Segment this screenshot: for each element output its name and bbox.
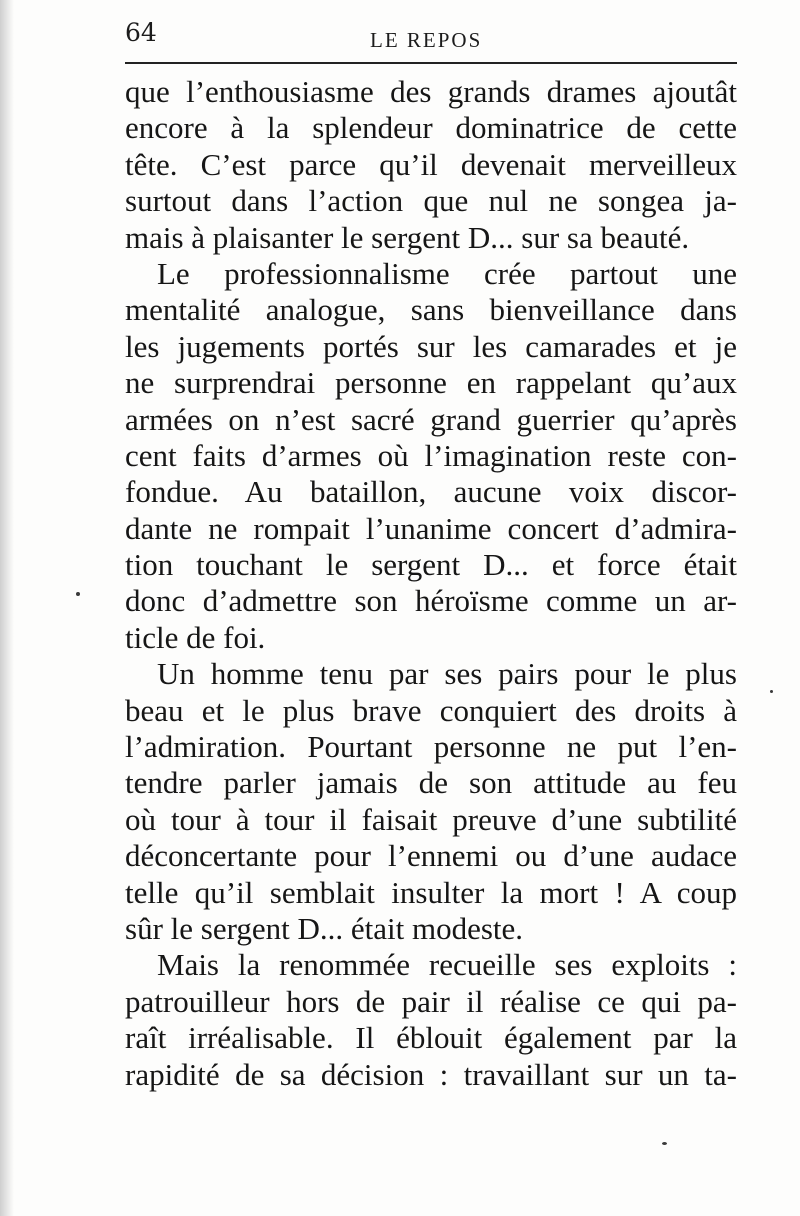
header-rule (125, 62, 737, 64)
text-line: où tour à tour il faisait preuve d’une subtilité (125, 801, 737, 837)
text-line: encore à la splendeur dominatrice de cette (125, 110, 737, 146)
text-line: ticle de foi. (125, 619, 266, 655)
text-line: patrouilleur hors de pair il réalise ce qui pa- (125, 983, 737, 1019)
text-line: tête. C’est parce qu’il devenait merveilleux (125, 146, 737, 182)
text-line: mais à plaisanter le sergent D... sur sa beauté. (125, 219, 690, 255)
text-line: dante ne rompait l’unanime concert d’admira- (125, 510, 737, 546)
print-speck (76, 592, 80, 596)
print-speck (662, 1142, 667, 1145)
text-line: Le professionnalisme crée partout une (157, 255, 737, 291)
text-line: armées on n’est sacré grand guerrier qu’après (125, 401, 737, 437)
text-line: tendre parler jamais de son attitude au feu (125, 765, 737, 801)
page-number: 64 (125, 18, 157, 47)
text-line: Un homme tenu par ses pairs pour le plus (157, 656, 737, 692)
text-line: tion touchant le sergent D... et force était (125, 547, 737, 583)
scan-edge-shadow (0, 0, 14, 1216)
text-line: raît irréalisable. Il éblouit également par la (125, 1020, 737, 1056)
text-line: cent faits d’armes où l’imagination reste con- (125, 437, 737, 473)
text-line: que l’enthousiasme des grands drames ajoutât (125, 74, 737, 109)
body-text (125, 74, 737, 1093)
text-line: déconcertante pour l’ennemi ou d’une audace (125, 838, 737, 874)
text-line: ne surprendrai personne en rappelant qu’aux (125, 365, 737, 401)
text-line: telle qu’il semblait insulter la mort ! A coup (125, 874, 737, 910)
text-line: beau et le plus brave conquiert des droits à (125, 692, 737, 728)
text-line: les jugements portés sur les camarades et je (125, 328, 737, 364)
text-line: donc d’admettre son héroïsme comme un ar- (125, 583, 737, 619)
text-line: sûr le sergent D... était modeste. (125, 910, 524, 946)
text-line: Mais la renommée recueille ses exploits : (157, 947, 737, 983)
running-title: LE REPOS (370, 28, 483, 52)
running-head (125, 14, 737, 66)
print-speck (770, 690, 773, 693)
text-line: mentalité analogue, sans bienveillance dans (125, 292, 737, 328)
text-line: rapidité de sa décision : travaillant sur un ta- (125, 1056, 737, 1092)
text-line: surtout dans l’action que nul ne songea ja- (125, 183, 737, 219)
text-line: fondue. Au bataillon, aucune voix discor- (125, 474, 737, 510)
text-line: l’admiration. Pourtant personne ne put l’en- (125, 729, 737, 765)
